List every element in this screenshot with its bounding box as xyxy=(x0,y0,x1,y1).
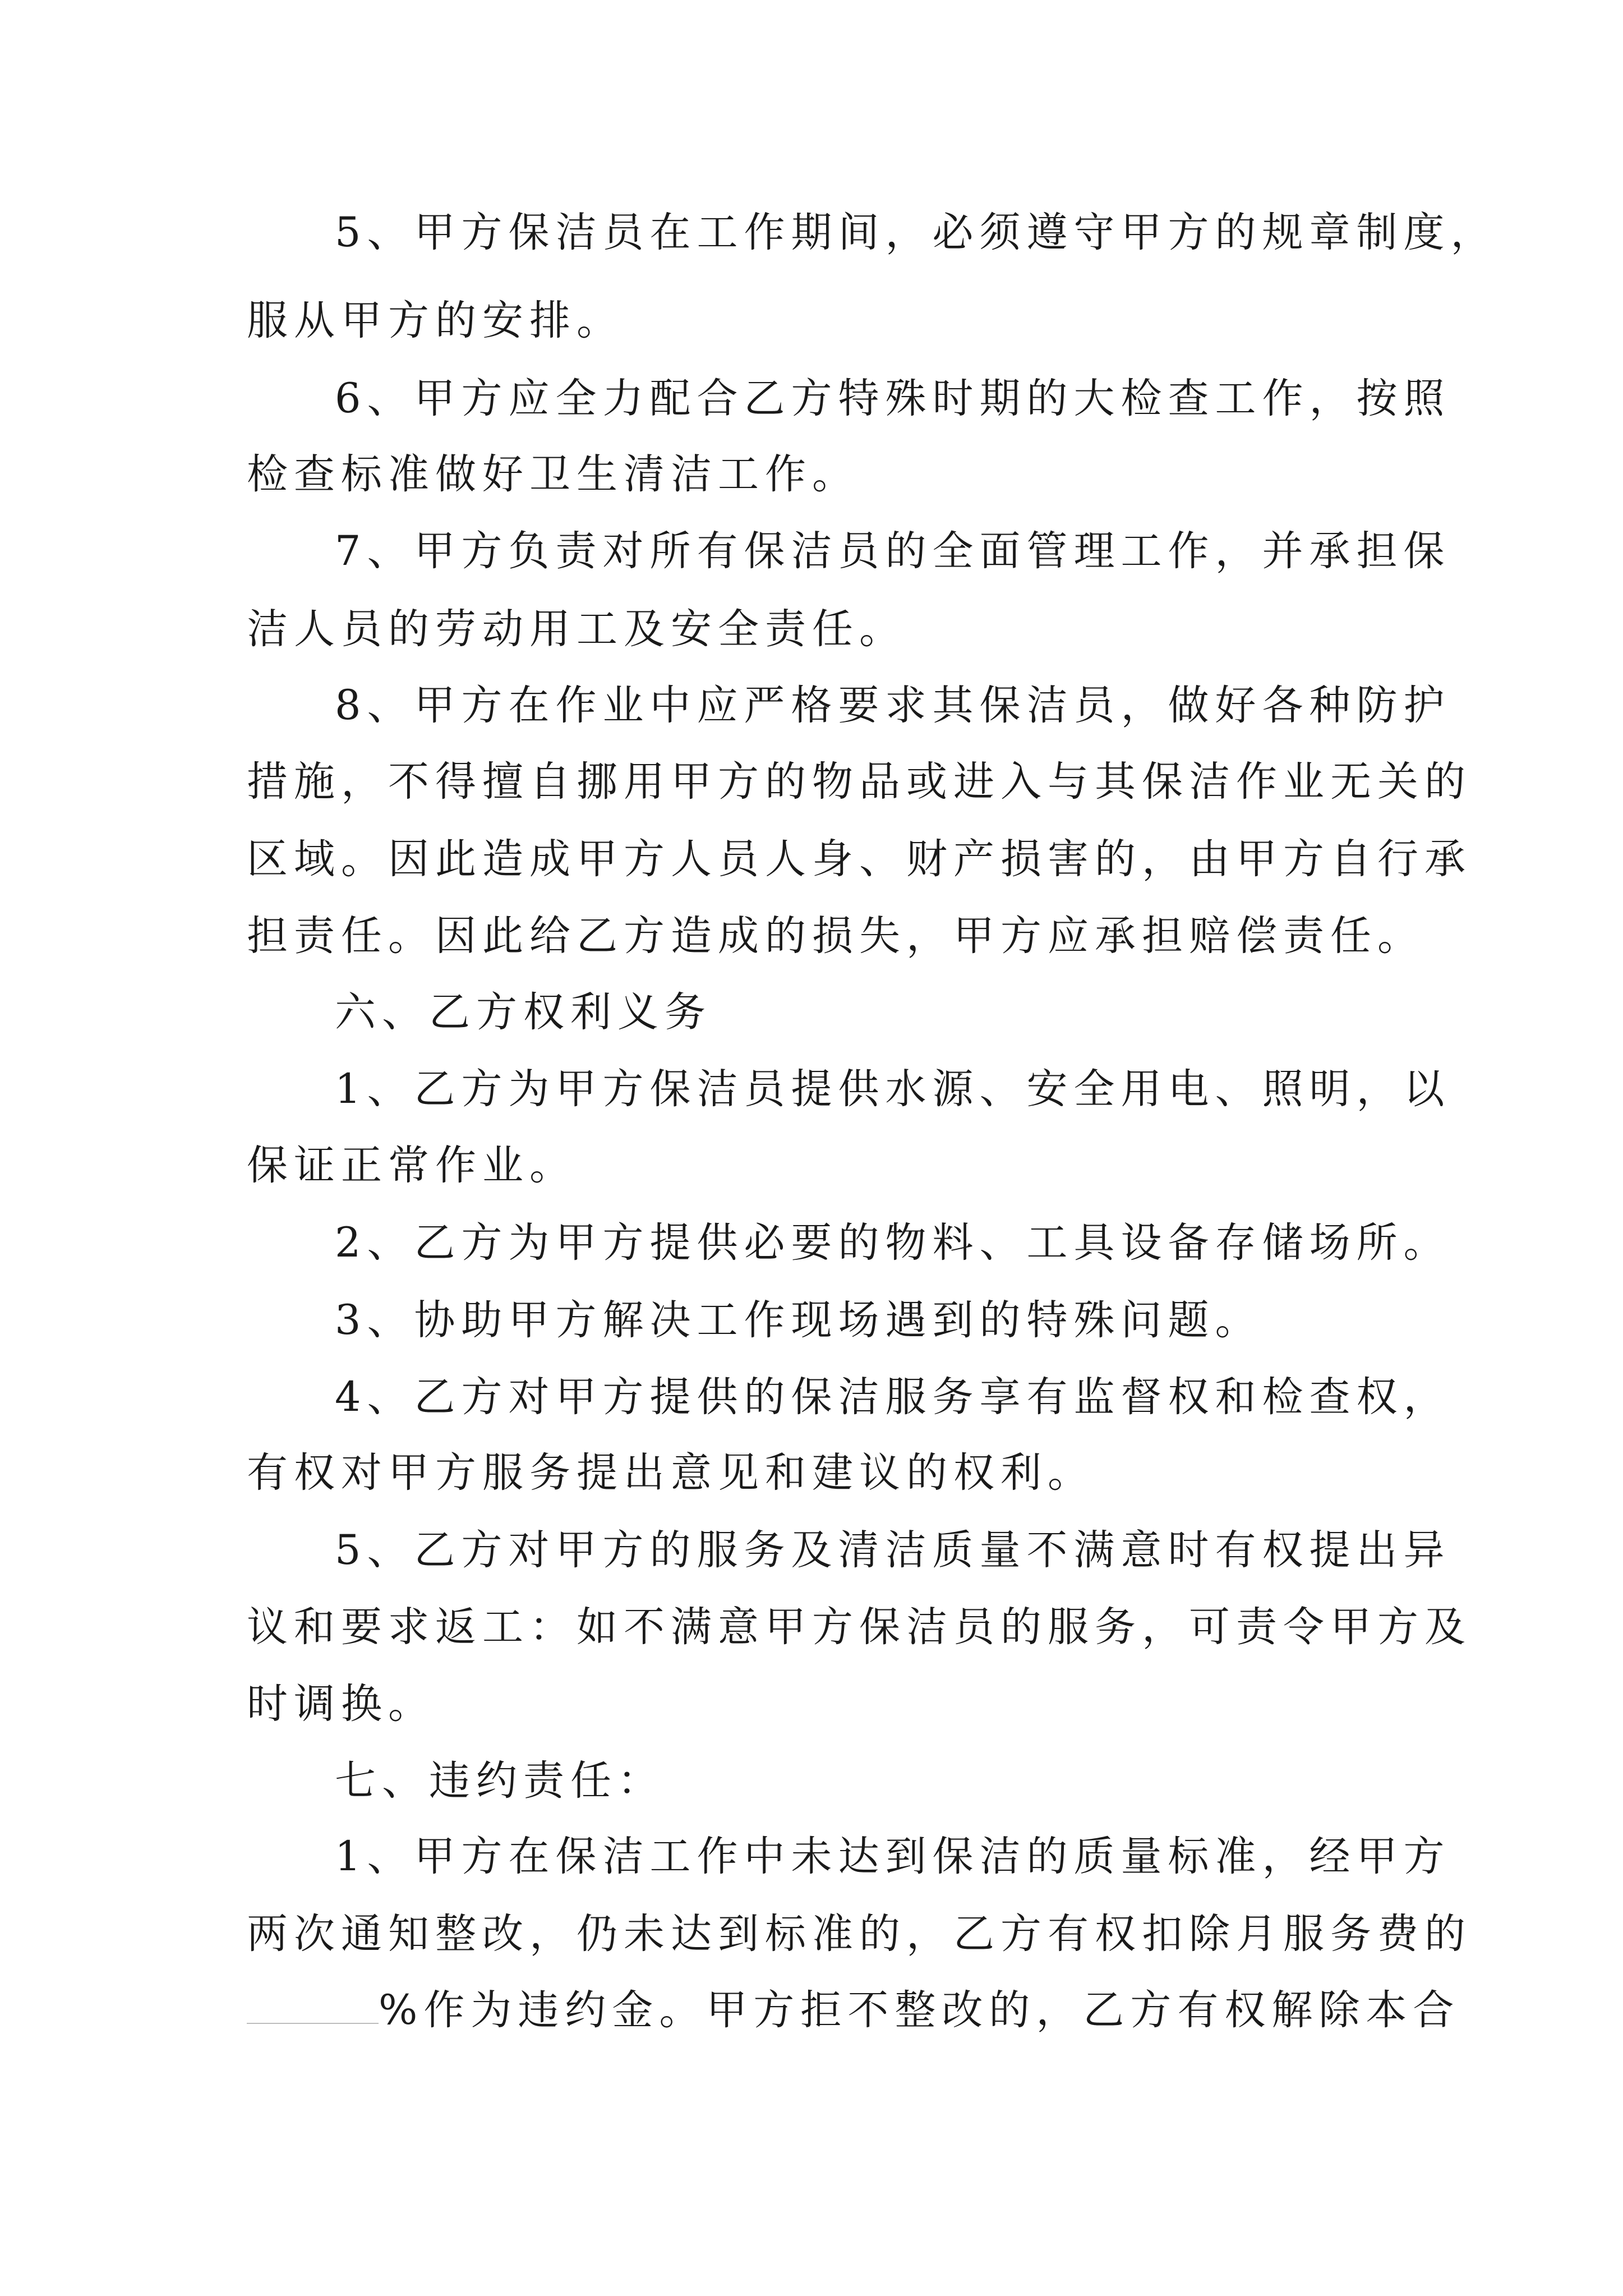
text-line: 服从甲方的安排。 xyxy=(247,297,624,344)
text-fragment: %作为违约金。甲方拒不整改的，乙方有权解除本合 xyxy=(379,1986,1460,2034)
text-line: 担责任。因此给乙方造成的损失，甲方应承担赔偿责任。 xyxy=(247,912,1424,960)
text-line-with-blank xyxy=(247,1977,1460,2044)
text-line: 1、乙方为甲方保洁员提供水源、安全用电、照明，以 xyxy=(335,1065,1451,1113)
text-line: 区域。因此造成甲方人员人身、财产损害的，由甲方自行承 xyxy=(247,835,1472,883)
text-line: 3、协助甲方解决工作现场遇到的特殊问题。 xyxy=(335,1296,1262,1344)
text-line: 检查标准做好卫生清洁工作。 xyxy=(247,450,859,498)
text-line: 洁人员的劳动用工及安全责任。 xyxy=(247,605,906,653)
text-line: 时调换。 xyxy=(247,1680,435,1728)
text-line: 措施，不得擅自挪用甲方的物品或进入与其保洁作业无关的 xyxy=(247,758,1472,806)
text-line: 6、甲方应全力配合乙方特殊时期的大检查工作，按照 xyxy=(335,375,1451,422)
section-heading: 七、违约责任： xyxy=(335,1757,665,1805)
fill-in-blank xyxy=(247,1989,379,2024)
text-line: 两次通知整改，仍未达到标准的，乙方有权扣除月服务费的 xyxy=(247,1910,1472,1958)
text-line: 8、甲方在作业中应严格要求其保洁员，做好各种防护 xyxy=(335,682,1451,729)
text-line: 1、甲方在保洁工作中未达到保洁的质量标准，经甲方 xyxy=(335,1833,1451,1880)
text-line: 有权对甲方服务提出意见和建议的权利。 xyxy=(247,1449,1095,1497)
text-line: 保证正常作业。 xyxy=(247,1142,577,1189)
text-line: 7、甲方负责对所有保洁员的全面管理工作，并承担保 xyxy=(335,527,1451,575)
section-heading: 六、乙方权利义务 xyxy=(335,988,712,1036)
text-line: 5、乙方对甲方的服务及清洁质量不满意时有权提出异 xyxy=(335,1526,1451,1574)
text-line: 4、乙方对甲方提供的保洁服务享有监督权和检查权， xyxy=(335,1373,1451,1421)
text-line: 2、乙方为甲方提供必要的物料、工具设备存储场所。 xyxy=(335,1219,1451,1267)
text-line: 议和要求返工：如不满意甲方保洁员的服务，可责令甲方及 xyxy=(247,1603,1472,1651)
text-line: 5、甲方保洁员在工作期间，必须遵守甲方的规章制度， xyxy=(335,209,1498,256)
